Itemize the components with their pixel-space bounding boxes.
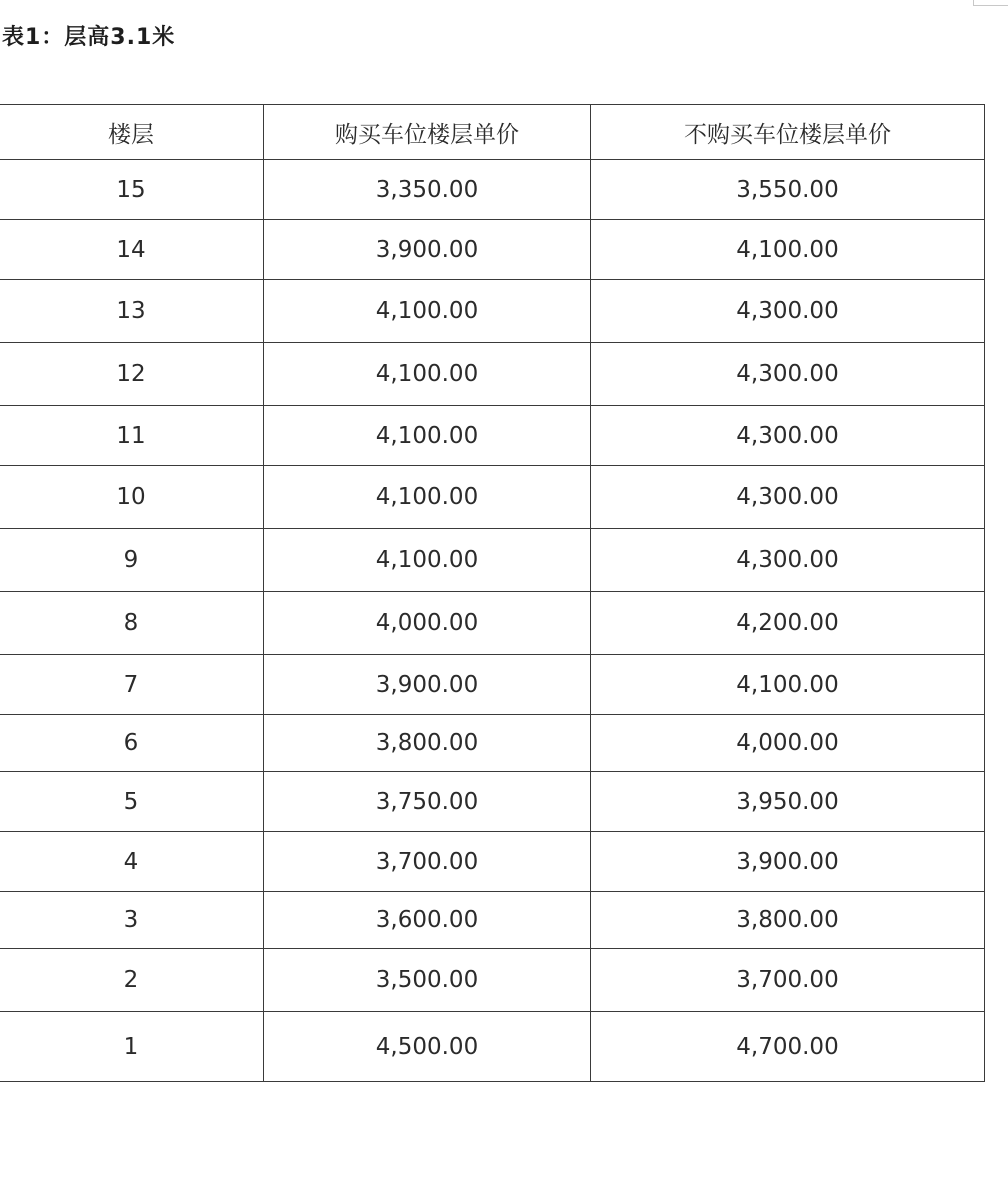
price-with-parking-cell: 4,500.00 <box>264 1012 591 1082</box>
table-row <box>0 655 985 715</box>
price-without-parking-cell: 4,200.00 <box>591 592 985 655</box>
price-without-parking-cell: 4,300.00 <box>591 529 985 592</box>
price-without-parking-cell: 4,000.00 <box>591 715 985 772</box>
price-without-parking-cell: 4,300.00 <box>591 406 985 466</box>
floor-cell: 11 <box>0 406 264 466</box>
price-with-parking-cell: 3,600.00 <box>264 892 591 949</box>
header-price-with-parking: 购买车位楼层单价 <box>264 105 591 160</box>
price-table <box>0 104 985 1082</box>
price-without-parking-cell: 3,700.00 <box>591 949 985 1012</box>
price-without-parking-cell: 4,700.00 <box>591 1012 985 1082</box>
floor-cell: 7 <box>0 655 264 715</box>
table-row <box>0 466 985 529</box>
table-row <box>0 160 985 220</box>
floor-cell: 5 <box>0 772 264 832</box>
price-with-parking-cell: 3,900.00 <box>264 655 591 715</box>
floor-cell: 10 <box>0 466 264 529</box>
price-without-parking-cell: 4,100.00 <box>591 220 985 280</box>
table-row <box>0 715 985 772</box>
price-with-parking-cell: 3,800.00 <box>264 715 591 772</box>
table-row <box>0 529 985 592</box>
table-row <box>0 592 985 655</box>
price-without-parking-cell: 3,950.00 <box>591 772 985 832</box>
floor-cell: 3 <box>0 892 264 949</box>
price-without-parking-cell: 4,300.00 <box>591 280 985 343</box>
price-without-parking-cell: 3,550.00 <box>591 160 985 220</box>
floor-cell: 15 <box>0 160 264 220</box>
floor-cell: 14 <box>0 220 264 280</box>
table-row <box>0 892 985 949</box>
floor-cell: 12 <box>0 343 264 406</box>
table-row <box>0 1012 985 1082</box>
table-row <box>0 220 985 280</box>
table-row <box>0 406 985 466</box>
floor-cell: 8 <box>0 592 264 655</box>
price-without-parking-cell: 3,800.00 <box>591 892 985 949</box>
price-with-parking-cell: 4,100.00 <box>264 466 591 529</box>
table-row <box>0 280 985 343</box>
table-row <box>0 949 985 1012</box>
table-row <box>0 343 985 406</box>
corner-box <box>973 0 1008 6</box>
price-with-parking-cell: 3,900.00 <box>264 220 591 280</box>
price-without-parking-cell: 4,300.00 <box>591 466 985 529</box>
price-without-parking-cell: 3,900.00 <box>591 832 985 892</box>
price-with-parking-cell: 4,100.00 <box>264 343 591 406</box>
price-with-parking-cell: 4,000.00 <box>264 592 591 655</box>
floor-cell: 1 <box>0 1012 264 1082</box>
header-floor: 楼层 <box>0 105 264 160</box>
price-with-parking-cell: 3,750.00 <box>264 772 591 832</box>
price-with-parking-cell: 3,350.00 <box>264 160 591 220</box>
price-with-parking-cell: 3,700.00 <box>264 832 591 892</box>
table-caption: 表1：层高3.1米 <box>2 25 176 50</box>
price-with-parking-cell: 4,100.00 <box>264 280 591 343</box>
price-with-parking-cell: 3,500.00 <box>264 949 591 1012</box>
header-row <box>0 105 985 160</box>
price-without-parking-cell: 4,300.00 <box>591 343 985 406</box>
header-price-without-parking: 不购买车位楼层单价 <box>591 105 985 160</box>
floor-cell: 9 <box>0 529 264 592</box>
table-row <box>0 832 985 892</box>
floor-cell: 4 <box>0 832 264 892</box>
price-without-parking-cell: 4,100.00 <box>591 655 985 715</box>
table-row <box>0 772 985 832</box>
floor-cell: 13 <box>0 280 264 343</box>
price-with-parking-cell: 4,100.00 <box>264 529 591 592</box>
floor-cell: 2 <box>0 949 264 1012</box>
floor-cell: 6 <box>0 715 264 772</box>
price-with-parking-cell: 4,100.00 <box>264 406 591 466</box>
